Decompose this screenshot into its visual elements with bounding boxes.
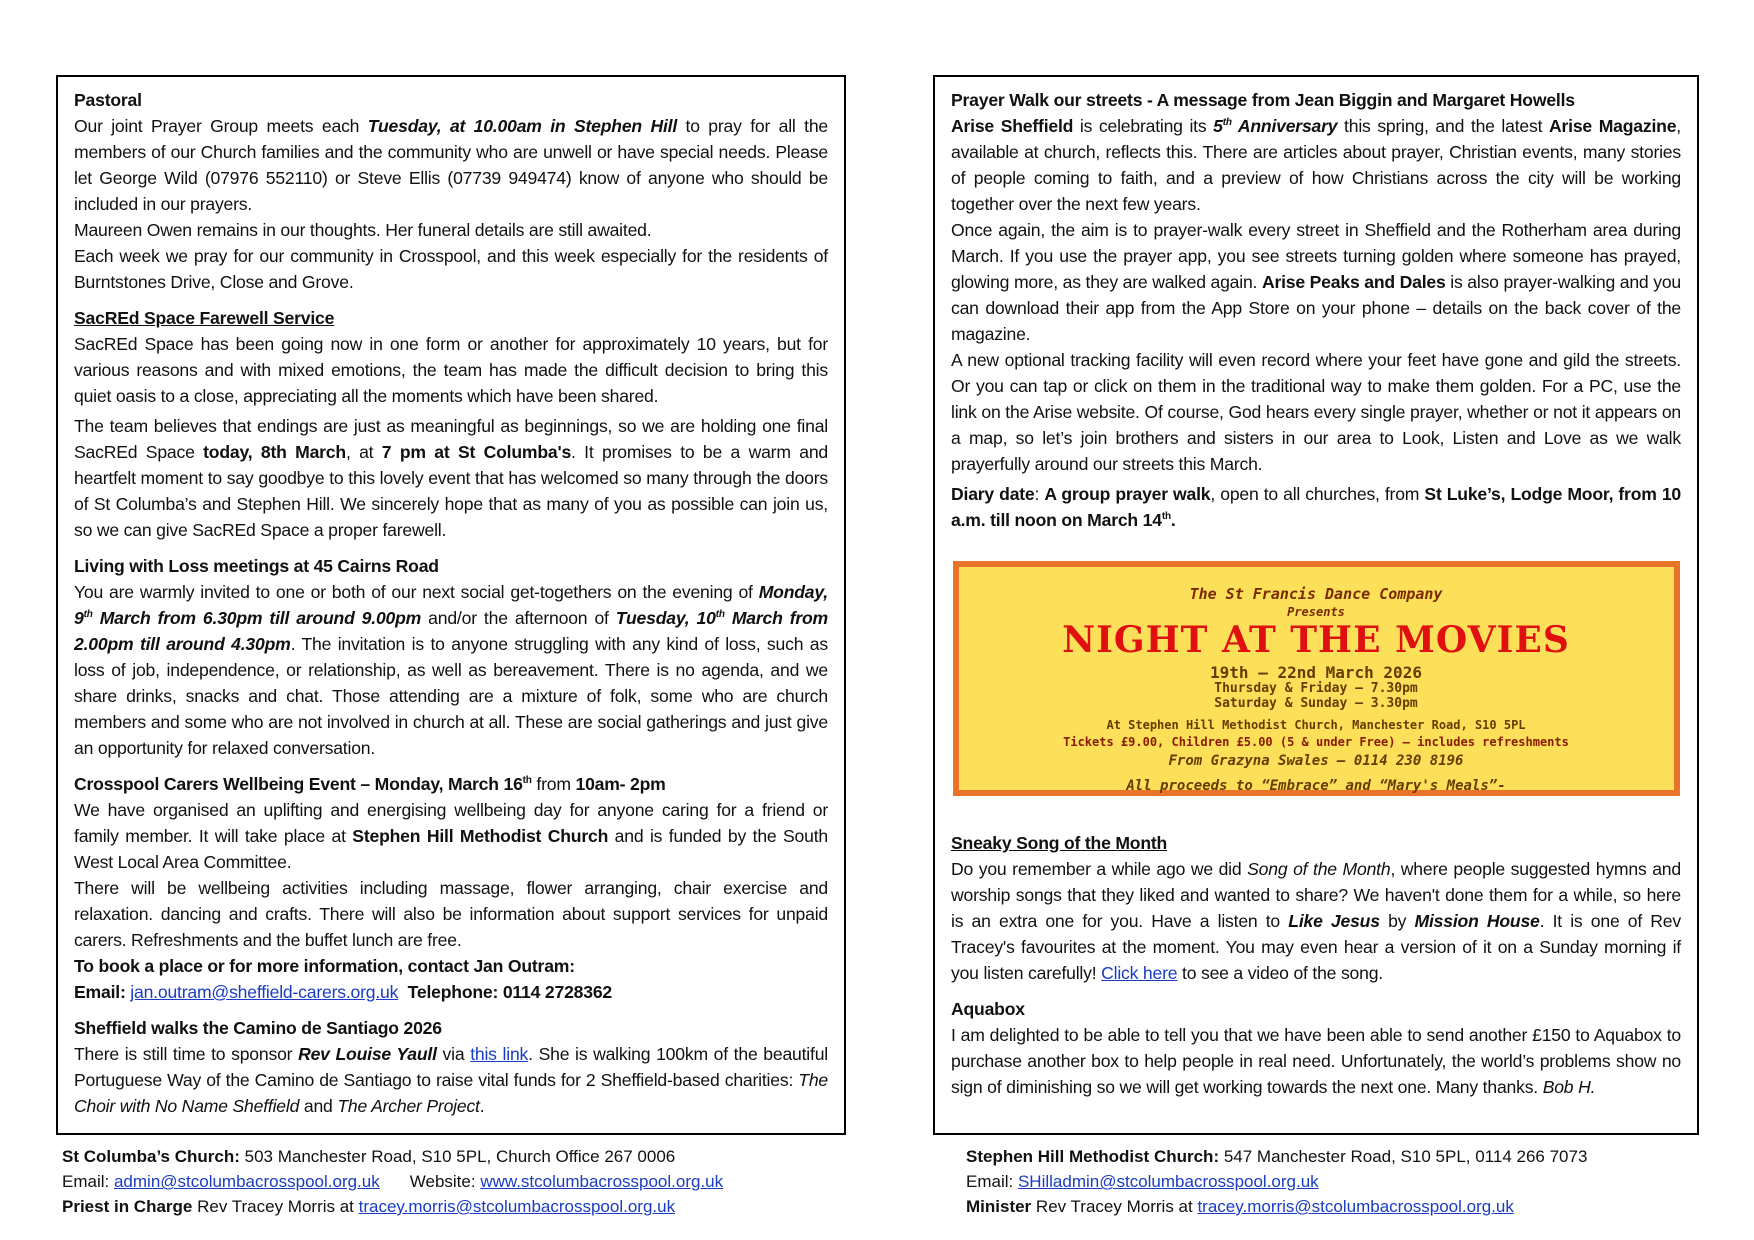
carers-email-line [74, 979, 828, 1005]
church-name: Stephen Hill Methodist Church: [966, 1147, 1220, 1166]
text: and [299, 1096, 338, 1116]
text: . It is one of Rev Tracey's favourites at the moment. You may even hear a version of it on a Sunday morning if you listen carefully! [951, 911, 1681, 983]
text: You are warmly invited to one or both of our next social get-togethers on the evening of [74, 582, 759, 602]
text-bold-italic: Like Jesus [1288, 911, 1380, 931]
text: . The invitation is to anyone struggling with any kind of loss, such as loss of job, independence, or relationship, as well as bereavement. There is no agenda, and we share drinks, snacks and chat. Those attending are a mixture of folk, some who are church members and some who are not involved in church at all. These are social gatherings and just give an opportunity for relaxed conversation. [74, 634, 828, 758]
poster-title: NIGHT AT THE MOVIES [1062, 619, 1570, 661]
text: from [531, 774, 576, 794]
prayer-walk-section [951, 87, 1681, 533]
text: : [1034, 484, 1045, 504]
text: , at [345, 442, 382, 462]
pastoral-section [74, 87, 828, 295]
prayer-walk-paragraph-3: A new optional tracking facility will even record where your feet have gone and gild the streets. Or you can tap or click on them in the traditional way to make them golden. For a PC, use the link on the Arise website. Of course, God hears every single prayer, whether or not it appears on a map, so let’s join brothers and sisters in our area to Look, Listen and Love as we walk prayerfully around our streets this March. [951, 350, 1681, 474]
text-bold: 7 pm at St Columba's [381, 442, 572, 462]
superscript: th [715, 609, 725, 621]
text: March from 6.30pm till around 9.00pm [92, 608, 422, 628]
text-bold: To book a place or for more information, contact Jan Outram: [74, 956, 575, 976]
text-italic: Bob H. [1542, 1077, 1596, 1097]
text: and/or the afternoon of [421, 608, 616, 628]
song-paragraph [951, 856, 1681, 986]
right-column [933, 75, 1699, 1135]
text-bold-italic: Rev Louise Yaull [298, 1044, 437, 1064]
footer-st-columbas [62, 1144, 723, 1219]
church-email-link[interactable]: SHilladmin@stcolumbacrosspool.org.uk [1017, 1172, 1319, 1191]
aquabox-paragraph [951, 1022, 1681, 1100]
footer-left-line-1 [62, 1144, 723, 1169]
priest-email-link[interactable]: tracey.morris@stcolumbacrosspool.org.uk [358, 1197, 676, 1216]
text: I am delighted to be able to tell you that we have been able to send another £150 to Aquabox to purchase another box to help people in real need. Unfortunately, the world’s problems show no sign of diminishing so we will get working towards the next one. Many thanks. [951, 1025, 1681, 1097]
text: There is still time to sponsor [74, 1044, 299, 1064]
church-email-link[interactable]: admin@stcolumbacrosspool.org.uk [113, 1172, 380, 1191]
diary-date [951, 481, 1681, 533]
text: . She is walking 100km of the beautiful Portuguese Way of the Camino de Santiago to raise vital funds for 2 Sheffield-based charities: [74, 1044, 828, 1090]
footer-right-line-3 [966, 1194, 1587, 1219]
text: March from 2.00pm till around 4.30pm [74, 608, 828, 654]
text-bold: Stephen Hill Methodist Church [352, 826, 609, 846]
carers-section [74, 771, 828, 1005]
poster-company: The St Francis Dance Company [1189, 585, 1443, 603]
living-with-loss-section [74, 553, 828, 761]
prayer-walk-heading: Prayer Walk our streets - A message from Jean Biggin and Margaret Howells [951, 90, 1575, 110]
carers-contact [74, 953, 828, 979]
church-website-link[interactable]: www.stcolumbacrosspool.org.uk [480, 1172, 724, 1191]
song-section [951, 830, 1681, 986]
carers-email-link[interactable]: jan.outram@sheffield-carers.org.uk [130, 982, 399, 1002]
sacred-space-section [74, 305, 828, 543]
text: Monday, 9 [74, 582, 828, 628]
text-italic: Song of the Month [1247, 859, 1391, 879]
church-name: St Columba’s Church: [62, 1147, 240, 1166]
superscript: th [83, 609, 93, 621]
text-bold: Arise Magazine [1548, 116, 1677, 136]
priest-name: Rev Tracey Morris at [192, 1197, 359, 1216]
footer-left-line-2 [62, 1169, 723, 1194]
text-bold: Arise Peaks and Dales [1261, 272, 1446, 292]
living-with-loss-paragraph [74, 579, 828, 761]
click-here-link[interactable]: Click here [1101, 963, 1178, 983]
text: is also prayer-walking and you can download their app from the App Store on your phone – details on the back cover of the magazine. [951, 272, 1681, 344]
pastoral-paragraph-1 [74, 113, 828, 217]
pastoral-paragraph-3: Each week we pray for our community in Crosspool, and this week especially for the residents of Burntstones Drive, Close and Grove. [74, 246, 828, 292]
priest-label: Priest in Charge [62, 1197, 193, 1216]
sacred-space-heading: SacREd Space Farewell Service [74, 308, 335, 328]
superscript: th [522, 775, 532, 787]
text: this spring, and the latest [1337, 116, 1549, 136]
footer-stephen-hill [966, 1144, 1587, 1219]
text: is celebrating its [1073, 116, 1214, 136]
poster-contact: From Grazyna Swales – 0114 230 8196 [1168, 753, 1464, 769]
superscript: th [1222, 117, 1232, 129]
minister-email-link[interactable]: tracey.morris@stcolumbacrosspool.org.uk [1197, 1197, 1514, 1216]
footer-left-line-3 [62, 1194, 723, 1219]
text: . [479, 1096, 485, 1116]
poster-dates: 19th – 22nd March 2026 [1210, 663, 1422, 682]
text: The team believes that endings are just as meaningful as beginnings, so we are holding one final SacREd Space [74, 416, 828, 462]
minister-label: Minister [966, 1197, 1032, 1216]
text: 5 [1213, 116, 1223, 136]
text: Tuesday, 10 [615, 608, 716, 628]
pastoral-heading: Pastoral [74, 90, 142, 110]
text-bold-italic: Tuesday, at 10.00am in Stephen Hill [367, 116, 678, 136]
church-address: 547 Manchester Road, S10 5PL, 0114 266 7073 [1219, 1147, 1588, 1166]
carers-phone: Telephone: 0114 2728362 [407, 982, 612, 1002]
text-italic: The Choir with No Name Sheffield [74, 1070, 828, 1116]
carers-paragraph-2: There will be wellbeing activities including massage, flower arranging, chair exercise and relaxation. dancing and crafts. There will also be information about support services for unpaid carers. Refreshments and the buffet lunch are free. [74, 878, 828, 950]
camino-heading: Sheffield walks the Camino de Santiago 2026 [74, 1018, 442, 1038]
text: We have organised an uplifting and energising wellbeing day for anyone caring for a friend or family member. It will take place at [74, 800, 828, 846]
left-column [56, 75, 846, 1135]
poster-tickets: Tickets £9.00, Children £5.00 (5 & under Free) – includes refreshments [1063, 735, 1569, 749]
text: . It promises to be a warm and heartfelt moment to say goodbye to this lovely event that has welcomed so many through the doors of St Columba’s and Stephen Hill. We sincerely hope that as many of you as possible can join us, so we can give SacREd Space a proper farewell. [74, 442, 828, 540]
camino-section [74, 1015, 828, 1119]
text: Crosspool Carers Wellbeing Event – Monday, March 16 [74, 774, 523, 794]
footer-right-line-1 [966, 1144, 1587, 1169]
text: , where people suggested hymns and worship songs that they liked and wanted to share? We haven't done them for a while, so here is an extra one for you. Have a listen to [951, 859, 1681, 931]
carers-heading [74, 771, 828, 797]
poster-times-weekend: Saturday & Sunday – 3.30pm [1214, 696, 1418, 711]
text-bold: Diary date [951, 484, 1035, 504]
text-italic: The Archer Project [337, 1096, 480, 1116]
sacred-space-paragraph-2 [74, 413, 828, 543]
text: St Luke’s, Lodge Moor, from 10 a.m. till noon on March 14 [951, 484, 1682, 530]
sacred-space-paragraph-1: SacREd Space has been going now in one form or another for approximately 10 years, but for various reasons and with mixed emotions, the team has made the difficult decision to bring this quiet oasis to a close, appreciating all the moments which have been shared. [74, 334, 828, 406]
prayer-walk-paragraph-1 [951, 113, 1681, 217]
text: Our joint Prayer Group meets each [74, 116, 368, 136]
aquabox-section [951, 996, 1681, 1100]
text: via [436, 1044, 471, 1064]
text-bold-italic: Mission House [1414, 911, 1540, 931]
poster-times-weekday: Thursday & Friday – 7.30pm [1214, 681, 1418, 696]
poster-venue: At Stephen Hill Methodist Church, Manchester Road, S10 5PL [1106, 718, 1526, 732]
website-label: Website: [409, 1172, 481, 1191]
text: 10am- 2pm [575, 774, 666, 794]
text: and is funded by the South West Local Area Committee. [74, 826, 828, 872]
text: Do you remember a while ago we did [951, 859, 1248, 879]
prayer-walk-paragraph-2 [951, 217, 1681, 347]
pastoral-paragraph-2: Maureen Owen remains in our thoughts. Her funeral details are still awaited. [74, 220, 652, 240]
email-label: Email: [966, 1172, 1018, 1191]
song-heading: Sneaky Song of the Month [951, 833, 1168, 853]
email-label: Email: [62, 1172, 114, 1191]
poster-proceeds: All proceeds to “Embrace” and “Mary's Meals”- [1126, 778, 1506, 794]
text-bold: Arise Sheffield [951, 116, 1074, 136]
text-bold: A group prayer walk [1044, 484, 1211, 504]
text: Anniversary [1231, 116, 1338, 136]
church-address: 503 Manchester Road, S10 5PL, Church Office 267 0006 [239, 1147, 676, 1166]
carers-paragraph-1 [74, 797, 828, 875]
text: Once again, the aim is to prayer-walk every street in Sheffield and the Rotherham area during March. If you use the prayer app, you see streets turning golden where someone has prayed, glowing more, as they are walked again. [951, 220, 1681, 292]
aquabox-heading: Aquabox [951, 999, 1025, 1019]
minister-name: Rev Tracey Morris at [1031, 1197, 1198, 1216]
text-bold: today, 8th March [203, 442, 346, 462]
email-label: Email: [74, 982, 131, 1002]
superscript: th [1161, 511, 1171, 523]
text: to see a video of the song. [1177, 963, 1383, 983]
text: . [1170, 510, 1176, 530]
text: to pray for all the members of our Church families and the community who are unwell or have special needs. Please let George Wild (07976 552110) or Steve Ellis (07739 949474) know of anyone who should be included in our prayers. [74, 116, 828, 214]
poster-presents: Presents [1287, 605, 1345, 619]
this-link[interactable]: this link [470, 1044, 529, 1064]
living-with-loss-heading: Living with Loss meetings at 45 Cairns Road [74, 556, 439, 576]
footer-right-line-2 [966, 1169, 1587, 1194]
camino-paragraph [74, 1041, 828, 1119]
text: , available at church, reflects this. There are articles about prayer, Christian events, many stories of people coming to faith, and a preview of how Christians across the city will be working together over the next few years. [951, 116, 1681, 214]
movies-poster [953, 561, 1680, 796]
text: , open to all churches, from [1210, 484, 1425, 504]
text: by [1379, 911, 1415, 931]
